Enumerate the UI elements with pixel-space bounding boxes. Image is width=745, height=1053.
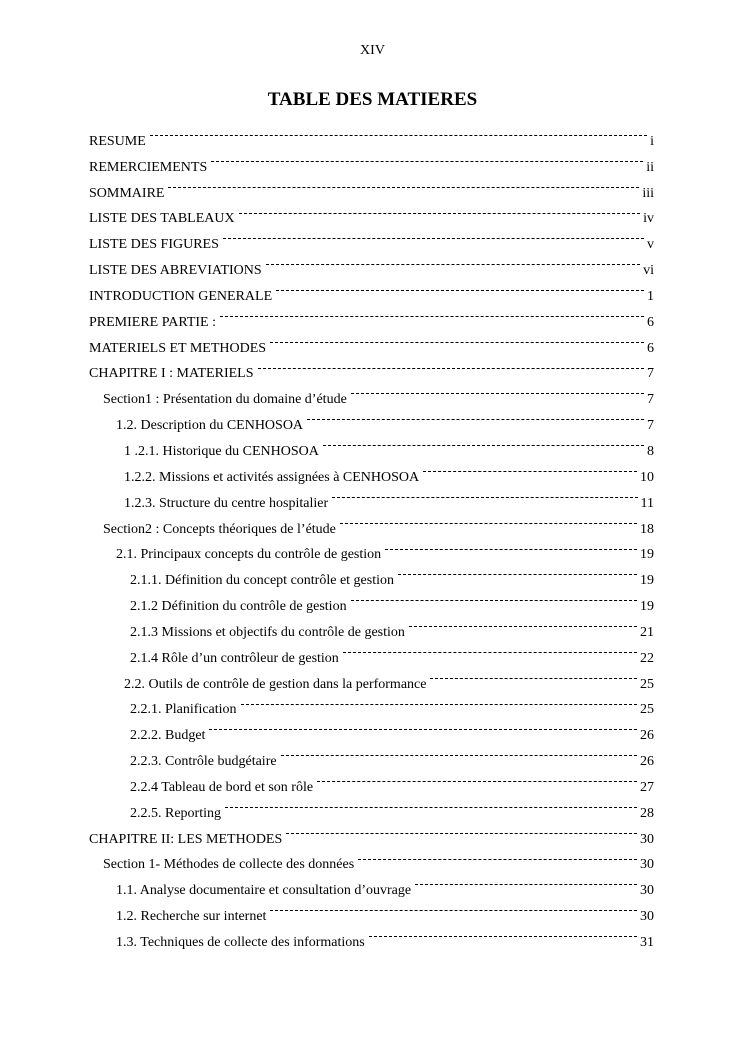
- toc-entry-page: 30: [640, 909, 654, 925]
- toc-dot-leader: [268, 326, 644, 352]
- toc-entry-page: 25: [640, 676, 654, 692]
- toc-dot-leader: [428, 662, 637, 688]
- toc-dot-leader: [218, 300, 644, 326]
- toc-entry-page: 18: [640, 521, 654, 537]
- toc-entry-label: MATERIELS ET METHODES: [89, 340, 267, 356]
- toc-entry-label: CHAPITRE II: LES METHODES: [89, 831, 283, 847]
- toc-dot-leader: [338, 507, 637, 533]
- toc-dot-leader: [413, 868, 637, 894]
- toc-dot-leader: [305, 403, 644, 429]
- toc-entry-page: 11: [640, 495, 654, 511]
- toc-entry-page: 31: [640, 935, 654, 950]
- toc-entry-label: SOMMAIRE: [89, 185, 165, 201]
- toc-dot-leader: [264, 248, 640, 274]
- toc-dot-leader: [349, 377, 644, 403]
- toc-dot-leader: [209, 145, 643, 171]
- toc-entry-page: 10: [640, 469, 654, 485]
- toc-entry-label: 2.2. Outils de contrôle de gestion dans la performance: [124, 676, 427, 692]
- toc-entry-label: 1.2.2. Missions et activités assignées à CENHOSOA: [124, 469, 420, 485]
- toc-entry-page: 6: [647, 340, 654, 356]
- toc-title: TABLE DES MATIERES: [267, 89, 478, 110]
- toc-entry-page: iii: [642, 185, 654, 201]
- toc-entry-label: CHAPITRE I : MATERIELS: [89, 366, 254, 382]
- toc-entry-label: 1.1. Analyse documentaire et consultation d’ouvrage: [116, 883, 412, 899]
- toc-dot-leader: [349, 584, 637, 610]
- toc-entry-label: 2.2.5. Reporting: [130, 805, 221, 821]
- toc-entry-page: 7: [647, 418, 654, 434]
- toc-dot-leader: [284, 817, 637, 843]
- toc-entry-page: ii: [646, 159, 654, 175]
- toc-entry-label: 1.2.3. Structure du centre hospitalier: [124, 495, 329, 511]
- toc-entry-page: 26: [640, 728, 654, 744]
- page-number: XIV: [360, 43, 385, 58]
- toc-entry-page: 30: [640, 883, 654, 899]
- toc-entry-label: 1.2. Description du CENHOSOA: [116, 418, 304, 434]
- toc-dot-leader: [356, 843, 637, 869]
- toc-entry-label: 2.1. Principaux concepts du contrôle de gestion: [116, 547, 382, 563]
- toc-dot-leader: [274, 274, 644, 300]
- toc-entry-label: 1.3. Techniques de collecte des informations: [116, 935, 365, 950]
- toc-dot-leader: [367, 920, 637, 946]
- toc-entry-page: v: [647, 237, 654, 253]
- toc-entry-label: Section2 : Concepts théoriques de l’étude: [103, 521, 336, 537]
- toc-entry-label: LISTE DES TABLEAUX: [89, 211, 235, 227]
- toc-dot-leader: [315, 765, 637, 791]
- toc-dot-leader: [321, 429, 644, 455]
- toc-dot-leader: [279, 739, 637, 765]
- toc-dot-leader: [221, 222, 644, 248]
- toc-entry-page: 26: [640, 754, 654, 770]
- toc-entry-page: 30: [640, 857, 654, 873]
- toc-entry-page: 21: [640, 624, 654, 640]
- toc-entry-page: 30: [640, 831, 654, 847]
- toc-entry-page: 25: [640, 702, 654, 718]
- toc-entry-label: Section 1- Méthodes de collecte des données: [103, 857, 355, 873]
- toc-entry-label: 1 .2.1. Historique du CENHOSOA: [124, 443, 319, 459]
- toc-dot-leader: [148, 119, 647, 145]
- toc-entry-page: 19: [640, 573, 654, 589]
- toc-entry-page: 7: [647, 366, 654, 382]
- toc-entry-label: Section1 : Présentation du domaine d’étude: [103, 392, 347, 408]
- toc-entry-page: 28: [640, 805, 654, 821]
- toc-entry-label: LISTE DES ABREVIATIONS: [89, 263, 262, 279]
- toc-dot-leader: [396, 558, 637, 584]
- toc-entry-label: 2.1.3 Missions et objectifs du contrôle de gestion: [130, 624, 405, 640]
- toc-entry-label: 2.2.4 Tableau de bord et son rôle: [130, 779, 314, 795]
- toc-dot-leader: [239, 688, 637, 714]
- toc-entry-label: INTRODUCTION GENERALE: [89, 288, 273, 304]
- toc-dot-leader: [407, 610, 637, 636]
- toc-entry-page: 6: [647, 314, 654, 330]
- toc-dot-leader: [223, 791, 637, 817]
- toc-entry-page: 1: [647, 288, 654, 304]
- toc-entry: [89, 145, 654, 175]
- toc-entry-label: RESUME: [89, 133, 146, 149]
- toc-dot-leader: [237, 197, 640, 223]
- toc-entry: [89, 119, 654, 149]
- toc-dot-leader: [421, 455, 637, 481]
- toc-entry-page: 8: [647, 443, 654, 459]
- toc-entry-label: 2.2.3. Contrôle budgétaire: [130, 754, 277, 770]
- toc-entry-page: 27: [640, 779, 654, 795]
- toc-entry-page: iv: [643, 211, 654, 227]
- toc-dot-leader: [341, 636, 637, 662]
- toc-entry-label: 2.1.1. Définition du concept contrôle et gestion: [130, 573, 394, 589]
- toc-entry-label: REMERCIEMENTS: [89, 159, 208, 175]
- toc-entry: [89, 197, 654, 227]
- toc-entry-label: PREMIERE PARTIE :: [89, 314, 216, 330]
- toc-entry-label: LISTE DES FIGURES: [89, 237, 219, 253]
- toc-entry: [89, 171, 654, 201]
- toc-dot-leader: [207, 713, 637, 739]
- toc-entry-page: vi: [643, 263, 654, 279]
- toc-entry-page: 19: [640, 547, 654, 563]
- toc-entry-label: 2.2.2. Budget: [130, 728, 206, 744]
- toc-entry-page: 22: [640, 650, 654, 666]
- toc-entry-label: 2.1.2 Définition du contrôle de gestion: [130, 599, 347, 615]
- toc-entry-label: 2.1.4 Rôle d’un contrôleur de gestion: [130, 650, 339, 666]
- toc-entry-label: 1.2. Recherche sur internet: [116, 909, 267, 925]
- toc-entry-page: i: [650, 133, 654, 149]
- toc-entry-page: 7: [647, 392, 654, 408]
- toc-dot-leader: [383, 533, 637, 559]
- table-of-contents: [89, 119, 654, 950]
- toc-dot-leader: [330, 481, 637, 507]
- toc-entry-page: 19: [640, 599, 654, 615]
- toc-dot-leader: [166, 171, 639, 197]
- toc-dot-leader: [268, 894, 637, 920]
- toc-dot-leader: [256, 352, 645, 378]
- toc-entry-label: 2.2.1. Planification: [130, 702, 237, 718]
